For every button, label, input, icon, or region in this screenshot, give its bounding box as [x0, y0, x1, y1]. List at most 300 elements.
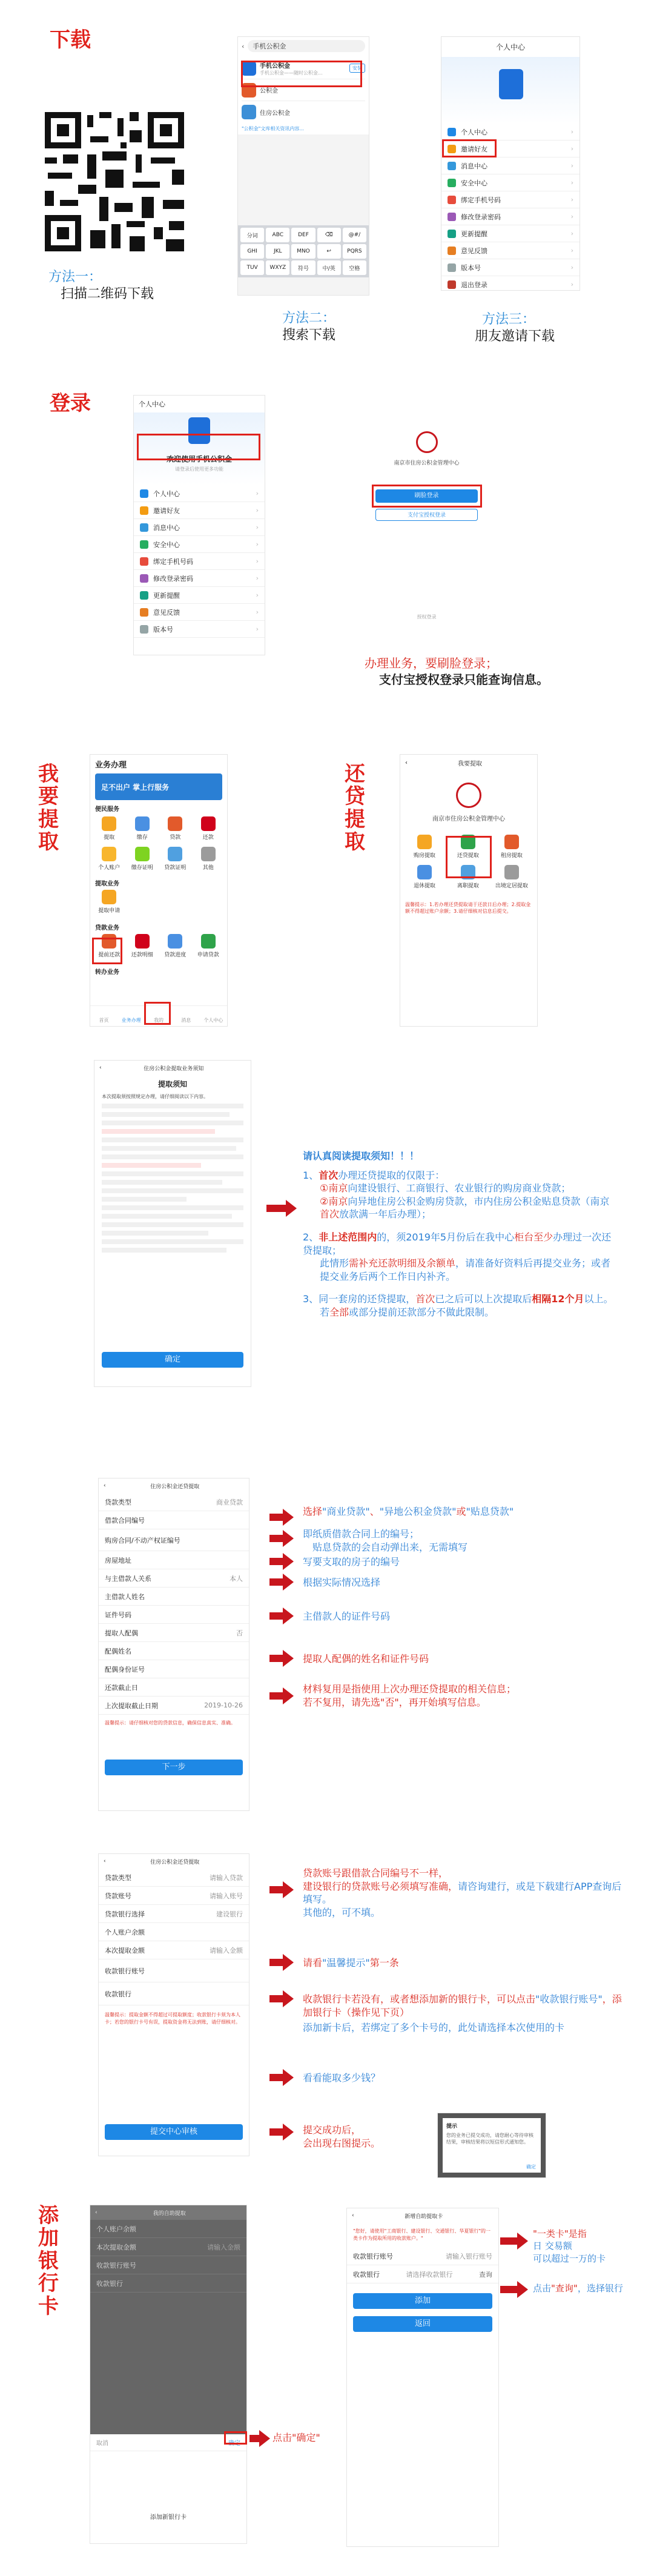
form-warning: 温馨提示：请仔细核对您的贷款信息，确保信息真实、准确。: [105, 1720, 236, 1726]
welcome-subtext: 请登录后使用更多功能: [175, 466, 223, 472]
popup-title: 提示: [446, 2124, 458, 2130]
login-note-line2: 支付宝授权登录只能查询信息。: [379, 672, 549, 687]
key[interactable]: @#/: [343, 228, 366, 242]
menu-item[interactable]: [441, 124, 580, 141]
chevron-right-icon: ›: [570, 263, 573, 271]
row-label: 贷款银行选择: [105, 1910, 145, 1918]
service-icon: [102, 816, 116, 831]
section-repay-title: 还贷提取: [345, 762, 365, 855]
menu-item[interactable]: [441, 208, 580, 225]
notice-title: 提取须知: [157, 1080, 187, 1088]
withdraw-apply-item[interactable]: [93, 890, 126, 914]
note-text: 请看: [303, 1957, 323, 1968]
note-text: 添加新卡后，若绑定了多个卡号的，此处请选择本次使用的卡: [303, 2022, 565, 2034]
user-icon: [140, 489, 148, 498]
grid-item[interactable]: [126, 816, 159, 841]
grid-item[interactable]: [192, 816, 225, 841]
logout-icon: [448, 280, 456, 289]
menu-item[interactable]: [441, 276, 580, 291]
chevron-right-icon: ›: [256, 625, 259, 633]
key[interactable]: 中/英: [317, 260, 341, 275]
menu-label: 邀请好友: [461, 145, 487, 153]
key[interactable]: ABC: [266, 228, 289, 242]
submit-button[interactable]: 提交中心审核: [105, 2124, 243, 2140]
service-icon: [201, 934, 216, 949]
grid-item[interactable]: [93, 816, 126, 841]
key[interactable]: DEF: [291, 228, 315, 242]
row-label: 收款银行: [105, 1990, 131, 1998]
method3-label: 方法三：: [481, 312, 535, 327]
repay-loan-highlight: [446, 836, 492, 878]
note-text: 或: [456, 1506, 466, 1517]
menu-item[interactable]: [134, 621, 265, 638]
instr-text: 此情形: [320, 1257, 349, 1270]
row-label: 个人账户余额: [96, 2225, 136, 2233]
info-icon: [140, 625, 148, 634]
bank-row[interactable]: [347, 2265, 498, 2283]
form1-note-5: 主借款人的证件号码: [303, 1611, 391, 1622]
return-button[interactable]: 返回: [353, 2316, 492, 2332]
form-row[interactable]: [99, 1982, 249, 2005]
row-label: 购房合同/不动产权证编号: [105, 1536, 180, 1545]
form-row[interactable]: [99, 1905, 249, 1923]
method1-label: 方法一：: [48, 270, 102, 285]
form-row[interactable]: [99, 1923, 249, 1941]
grid-label: 提前还款: [98, 952, 121, 958]
repay-warning: 温馨提示：1.若办理还贷提取请于还款日后办理；2.提取金额不得超过账户余额；3.请仔细核对信息后提交。: [405, 902, 531, 915]
app-logo-icon: [242, 105, 256, 119]
update-icon: [448, 230, 456, 238]
note-text: "收款银行账号": [535, 1993, 603, 2005]
chevron-right-icon: ›: [570, 213, 573, 220]
menu-label: 意见反馈: [461, 247, 487, 255]
instr-text: 办理还贷提取的仅限于：: [338, 1169, 445, 1181]
form-row[interactable]: [90, 2238, 246, 2256]
back-icon[interactable]: ‹: [104, 1483, 106, 1489]
business-tab-highlight: [144, 1002, 171, 1025]
withdraw-apply-highlight: [92, 938, 122, 964]
grid-item[interactable]: [192, 847, 225, 871]
instr-text: ，请准备好资料后再提交业务；或者提交业务后两个工作日内补齐。: [320, 1257, 611, 1282]
menu-item[interactable]: [441, 191, 580, 208]
grid-label: 购房提取: [413, 853, 435, 859]
card-number-row[interactable]: [347, 2247, 498, 2265]
note-text: 、: [369, 1506, 380, 1517]
grid-label: 提取申请: [98, 908, 121, 914]
search-result[interactable]: [242, 101, 365, 123]
key[interactable]: 符号: [291, 260, 315, 275]
note-text: 贴息贷款的会自动弹出来，无需填写: [312, 1541, 468, 1553]
business-screenshot: [90, 754, 228, 1027]
menu-label: 绑定手机号码: [153, 557, 193, 566]
grid-item[interactable]: [159, 934, 192, 958]
card-sheet-screenshot: [90, 2205, 247, 2544]
tab-personal[interactable]: 个人中心: [203, 1018, 223, 1023]
note-text: 点击: [533, 2283, 552, 2294]
chevron-right-icon: ›: [570, 247, 573, 254]
repay-item[interactable]: [490, 865, 533, 889]
key[interactable]: WXYZ: [266, 260, 289, 275]
shield-icon: [448, 179, 456, 187]
shield-icon: [140, 540, 148, 549]
instr-text: 向异地住房公积金购房贷款，市内住房公积金贴息贷款（南京: [348, 1195, 610, 1207]
qr-code: [45, 112, 184, 251]
back-icon[interactable]: ‹: [405, 759, 408, 766]
instr-text: 同一套房的还贷提取，: [319, 1293, 416, 1305]
back-icon[interactable]: ‹: [95, 2210, 97, 2216]
row-label: 本次提取金额: [105, 1946, 145, 1955]
feedback-icon: [448, 247, 456, 255]
service-icon: [504, 835, 519, 849]
key[interactable]: ↩: [317, 244, 341, 259]
center-name: 南京市住房公积金管理中心: [394, 460, 460, 466]
row-value: 2019-10-26: [204, 1701, 243, 1709]
repay-header: 我要提取: [458, 760, 482, 767]
menu-label: 绑定手机号码: [461, 196, 501, 204]
key[interactable]: TUV: [240, 260, 264, 275]
instr-text: ①南京: [320, 1182, 348, 1194]
menu-label: 安全中心: [153, 540, 180, 549]
note-text: "商业贷款": [322, 1506, 370, 1517]
search-result-highlight: [241, 61, 362, 87]
form2-note-4: 看看能取多少钱？: [303, 2072, 381, 2084]
welcome-text: 欢迎使用手机公积金: [166, 455, 232, 463]
chevron-right-icon: ›: [570, 196, 573, 204]
chevron-right-icon: ›: [256, 574, 259, 582]
note-text: 若不复用，请先选"否"，再开始填写信息。: [303, 1696, 486, 1708]
row-value: 商业贷款: [216, 1498, 243, 1506]
key[interactable]: 空格: [343, 260, 366, 275]
instr-text: 需补充还款明细及余额单: [349, 1257, 456, 1270]
section-login-title: 登录: [50, 391, 91, 416]
key[interactable]: JKL: [266, 244, 289, 259]
form-row[interactable]: [99, 1511, 249, 1529]
center-logo-icon: [416, 431, 438, 453]
section-withdraw-title: 我要提取: [38, 762, 59, 855]
form-header: 住房公积金还贷提取: [150, 1483, 200, 1490]
menu-label: 退出登录: [461, 280, 487, 289]
grid-label: 还贷提取: [457, 853, 479, 859]
row-value: 请输入金额: [210, 1946, 243, 1955]
service-icon: [201, 847, 216, 861]
form1-screenshot: [98, 1478, 249, 1811]
row-label: 房屋地址: [105, 1556, 131, 1564]
form1-note-4: 根据实际情况选择: [303, 1577, 381, 1588]
grid-label: 离职提取: [457, 883, 479, 889]
grid-item[interactable]: [159, 847, 192, 871]
confirm-button[interactable]: 确定: [102, 1352, 243, 1368]
section-addcard-title: 添加银行卡: [38, 2204, 59, 2319]
note-text: "温馨提示": [322, 1957, 370, 1968]
note-text: 贷款账号跟借款合同编号不一样，: [303, 1867, 449, 1879]
menu-item[interactable]: [134, 519, 265, 536]
form-row[interactable]: [99, 1678, 249, 1697]
chevron-right-icon: ›: [570, 145, 573, 153]
back-icon[interactable]: ‹: [104, 1858, 106, 1864]
menu-item[interactable]: [134, 485, 265, 502]
note-text: "查询": [551, 2283, 578, 2294]
form1-note-2: [303, 1528, 618, 1554]
form-row[interactable]: [99, 1529, 249, 1551]
form-row[interactable]: [99, 1660, 249, 1678]
note-text: "贴息贷款": [466, 1506, 514, 1517]
grid-label: 个人账户: [98, 865, 121, 871]
row-label: 还款截止日: [105, 1683, 138, 1692]
menu-label: 修改登录密码: [461, 213, 501, 221]
repay-item[interactable]: [403, 865, 446, 889]
form-row[interactable]: [99, 1642, 249, 1660]
form-row[interactable]: [99, 1624, 249, 1642]
key[interactable]: GHI: [240, 244, 264, 259]
service-icon: [417, 835, 432, 849]
group-title: 转办业务: [95, 969, 119, 976]
row-value: 否: [236, 1629, 243, 1637]
invite-icon: [140, 506, 148, 515]
result-desc: 手机公积金——随时公积金...: [260, 70, 323, 76]
grid-label: 申请贷款: [197, 952, 219, 958]
row-label: 贷款类型: [105, 1873, 131, 1882]
key[interactable]: MNO: [291, 244, 315, 259]
menu-item[interactable]: [441, 174, 580, 191]
sheet-add-card-item[interactable]: 添加新银行卡: [150, 2514, 187, 2521]
service-icon: [135, 934, 150, 949]
method2-text: 搜索下载: [282, 328, 335, 343]
row-label: 配偶身份证号: [105, 1665, 145, 1674]
success-popup: [437, 2113, 546, 2178]
note-text: 收款银行卡若没有，或者想添加新的银行卡，可以点击: [303, 1993, 536, 2005]
chevron-right-icon: ›: [256, 506, 259, 514]
row-label: 上次提取截止日期: [105, 1701, 158, 1710]
back-icon[interactable]: ‹: [352, 2213, 354, 2219]
install-button[interactable]: 安装: [349, 64, 365, 73]
feedback-icon: [140, 608, 148, 617]
form-row[interactable]: [90, 2256, 246, 2274]
service-icon: [201, 816, 216, 831]
withdraw-icon: [102, 890, 116, 904]
auth-footer: 授权登录: [417, 614, 437, 620]
form1-note-7: [303, 1683, 630, 1709]
form-row[interactable]: [99, 1887, 249, 1905]
service-icon: [168, 847, 182, 861]
form2-note-2: [303, 1956, 630, 1970]
instr-text: 相隔12个月: [532, 1293, 584, 1305]
confirm-note: 点击"确定": [272, 2432, 320, 2443]
chevron-right-icon: ›: [570, 128, 573, 136]
chevron-right-icon: ›: [256, 591, 259, 599]
login-note: [365, 655, 570, 688]
row-value: 本人: [230, 1574, 243, 1583]
grid-item[interactable]: [159, 816, 192, 841]
add-card-screenshot: [346, 2208, 499, 2547]
note-text: "异地公积金贷款": [379, 1506, 457, 1517]
card-note-2: [533, 2282, 648, 2294]
menu-item[interactable]: [441, 259, 580, 276]
menu-item[interactable]: [134, 553, 265, 570]
menu-label: 邀请好友: [153, 506, 180, 515]
menu-label: 更新提醒: [461, 230, 487, 238]
row-label: 主借款人姓名: [105, 1592, 145, 1601]
key[interactable]: 分词: [240, 228, 264, 242]
search-footer: "公积金"文库相关资讯内容...: [242, 126, 304, 131]
grid-item[interactable]: [93, 847, 126, 871]
result-name: 公积金: [260, 88, 278, 94]
row-label: 证件号码: [105, 1611, 131, 1619]
menu-item[interactable]: [134, 570, 265, 587]
next-button[interactable]: 下一步: [105, 1760, 243, 1775]
service-icon: [168, 934, 182, 949]
invite-highlight: [442, 139, 497, 157]
form-row[interactable]: [99, 1606, 249, 1624]
row-label: 收款银行: [96, 2279, 123, 2288]
menu-item[interactable]: [441, 157, 580, 174]
menu-item[interactable]: [441, 242, 580, 259]
form2-note-3: [303, 1993, 630, 2035]
popup-confirm-button[interactable]: 确定: [526, 2164, 536, 2170]
grid-label: 退休提取: [413, 883, 435, 889]
menu-label: 安全中心: [461, 179, 487, 187]
note-text: 可以超过一万的卡: [533, 2253, 606, 2264]
grid-item[interactable]: [192, 934, 225, 958]
group-title: 贷款业务: [95, 925, 119, 932]
chevron-right-icon: ›: [256, 608, 259, 616]
add-button[interactable]: 添加: [353, 2293, 492, 2309]
group-title: 便民服务: [95, 806, 119, 813]
form-row[interactable]: [99, 1869, 249, 1887]
method3-text: 朋友邀请下载: [474, 329, 555, 344]
instr-text: 向建设银行、工商银行、农业银行的购房商业贷款；: [348, 1182, 571, 1194]
instr-text: 办理过一次还贷提取；: [303, 1231, 612, 1256]
instr-text: 放款满一年后办理）；: [339, 1208, 432, 1220]
note-text: ，添加银行卡（操作见下页）: [303, 1993, 622, 2018]
menu-label: 意见反馈: [153, 608, 180, 617]
row-label: 收款银行账号: [105, 1967, 145, 1975]
key[interactable]: PQRS: [343, 244, 366, 259]
welcome-highlight: [137, 434, 260, 460]
message-icon: [140, 523, 148, 532]
chevron-right-icon: ›: [570, 162, 573, 170]
notice-screenshot: [94, 1060, 251, 1387]
form-warning: 温馨提示：提取金额不得超过可提取额度；收款银行卡须为本人卡；若您的银行卡号有误，提取资金将无法到账，请仔细核对。: [105, 2012, 240, 2025]
chevron-right-icon: ›: [570, 280, 573, 288]
instr-text: 或部分提前还款部分不做此限制。: [349, 1306, 495, 1318]
card-number-input[interactable]: 请输入银行账号: [446, 2252, 492, 2260]
add-card-note: "您好，请使用"工商银行、建设银行、交通银行、华夏银行"的一类卡作为提取所用的收款账户。": [353, 2228, 491, 2241]
tab-mine[interactable]: 我的: [154, 1018, 164, 1023]
grid-item[interactable]: [126, 934, 159, 958]
form1-note-6: 提取人配偶的姓名和证件号码: [303, 1653, 429, 1664]
row-label: 提取人配偶: [105, 1629, 138, 1637]
menu-item[interactable]: [134, 536, 265, 553]
menu-label: 个人中心: [461, 128, 487, 136]
menu-item[interactable]: [134, 587, 265, 604]
login-note-line1: 办理业务，要刷脸登录；: [365, 656, 498, 670]
form-row[interactable]: [99, 1551, 249, 1569]
form-row[interactable]: [99, 1493, 249, 1511]
info-icon: [448, 263, 456, 272]
service-icon: [168, 816, 182, 831]
card-header: 我的自助提取: [153, 2210, 186, 2217]
search-input[interactable]: 手机公积金: [248, 40, 365, 52]
chevron-right-icon: ›: [256, 557, 259, 565]
form-row[interactable]: [90, 2274, 246, 2293]
repay-screenshot: [400, 754, 538, 1027]
instr-text: 若: [320, 1306, 330, 1318]
form-row[interactable]: [99, 1697, 249, 1715]
menu-label: 消息中心: [153, 523, 180, 532]
row-label: 本次提取金额: [96, 2243, 136, 2251]
form-row[interactable]: [99, 1569, 249, 1588]
personal-center-title: 个人中心: [495, 43, 525, 51]
menu-label: 消息中心: [461, 162, 487, 170]
phone-icon: [140, 557, 148, 566]
repay-item[interactable]: [403, 835, 446, 859]
popup-text: 您的业务已提交成功，请您耐心等待审核结果，审核结果将以短信形式通知您。: [446, 2133, 533, 2145]
menu-item[interactable]: [134, 502, 265, 519]
alipay-login-button[interactable]: 支付宝授权登录: [375, 509, 478, 521]
note-text: 请咨询建行，或是下载建行APP查询后填写。: [303, 1880, 622, 1906]
service-icon: [135, 816, 150, 831]
grid-label: 出境定居提取: [495, 883, 528, 889]
lock-icon: [140, 574, 148, 583]
note-text: 材料复用是指使用上次办理还贷提取的相关信息；: [303, 1683, 517, 1695]
instr-text: 以上。: [584, 1293, 613, 1305]
chevron-right-icon: ›: [570, 179, 573, 187]
row-value: 请输入账号: [210, 1892, 243, 1900]
key[interactable]: ⌫: [317, 228, 341, 242]
form-row[interactable]: [99, 1941, 249, 1959]
card-note-1: [533, 2228, 648, 2265]
service-icon: [504, 865, 519, 879]
grid-item[interactable]: [126, 847, 159, 871]
row-label: 与主借款人关系: [105, 1574, 151, 1583]
keyboard: [238, 225, 369, 277]
row-label: 配偶姓名: [105, 1647, 131, 1655]
grid-label: 贷款: [170, 835, 181, 841]
lock-icon: [448, 213, 456, 221]
row-value: 请输入金额: [207, 2243, 240, 2251]
form-row[interactable]: [99, 1959, 249, 1982]
query-button[interactable]: 查询: [479, 2270, 492, 2279]
section-download-title: 下载: [50, 28, 91, 52]
grid-label: 还款明细: [131, 952, 153, 958]
form-row[interactable]: [90, 2220, 246, 2238]
message-icon: [448, 162, 456, 170]
sheet-cancel-button[interactable]: 取消: [96, 2440, 108, 2447]
form2-note-5: [303, 2124, 436, 2150]
menu-item[interactable]: [134, 604, 265, 621]
tab-business[interactable]: 业务办理: [121, 1018, 141, 1023]
row-label: 贷款账号: [105, 1892, 131, 1900]
tab-home[interactable]: 首页: [99, 1018, 109, 1023]
sheet-confirm-button[interactable]: 确定: [228, 2440, 240, 2447]
grid-label: 其他: [202, 865, 214, 871]
back-icon[interactable]: ‹: [99, 1065, 102, 1071]
form-row[interactable]: [99, 1588, 249, 1606]
note-text: 会出现右图提示。: [303, 2137, 381, 2149]
update-icon: [140, 591, 148, 600]
instr-text: 已之后可以上次提取后: [435, 1293, 532, 1305]
confirm-highlight: [224, 2431, 247, 2445]
repay-item[interactable]: [490, 835, 533, 859]
bank-select[interactable]: 请选择收款银行: [406, 2270, 453, 2279]
tab-message[interactable]: 消息: [181, 1018, 191, 1023]
face-login-button[interactable]: 刷脸登录: [375, 489, 478, 503]
business-banner: 足不出户 掌上行服务: [95, 773, 222, 800]
invite-screenshot: [441, 36, 580, 291]
row-value: 请输入贷款: [210, 1873, 243, 1882]
menu-item[interactable]: [441, 225, 580, 242]
back-icon[interactable]: ‹: [242, 42, 245, 50]
